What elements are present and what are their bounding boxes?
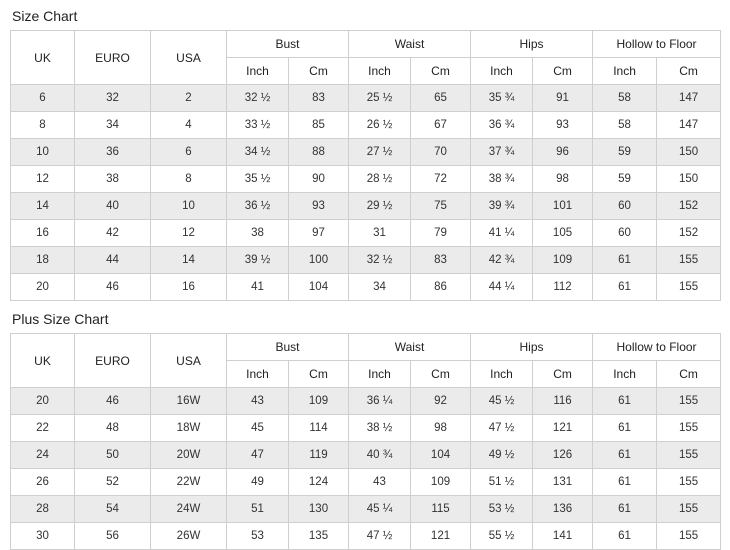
cell-uk: 24	[11, 442, 75, 469]
column-header-waist: Waist	[349, 31, 471, 58]
table-body-size-chart	[11, 85, 721, 301]
cell-uk: 10	[11, 139, 75, 166]
cell-hips-inch: 38 ¾	[471, 166, 533, 193]
cell-bust-inch: 47	[227, 442, 289, 469]
cell-euro: 46	[75, 388, 151, 415]
cell-uk: 28	[11, 496, 75, 523]
cell-hips-inch: 35 ¾	[471, 85, 533, 112]
cell-usa: 20W	[151, 442, 227, 469]
table-row	[11, 139, 721, 166]
cell-uk: 30	[11, 523, 75, 550]
cell-hips-cm: 109	[533, 247, 593, 274]
cell-hips-cm: 91	[533, 85, 593, 112]
plus-size-chart-table	[10, 333, 721, 550]
column-header-hips-cm: Cm	[533, 361, 593, 388]
cell-waist-inch: 25 ½	[349, 85, 411, 112]
cell-bust-inch: 36 ½	[227, 193, 289, 220]
table-row	[11, 112, 721, 139]
cell-hips-inch: 39 ¾	[471, 193, 533, 220]
cell-waist-cm: 86	[411, 274, 471, 301]
cell-hollow-inch: 61	[593, 469, 657, 496]
cell-hollow-cm: 155	[657, 442, 721, 469]
column-header-waist-cm: Cm	[411, 361, 471, 388]
column-header-hollow-inch: Inch	[593, 361, 657, 388]
cell-waist-cm: 98	[411, 415, 471, 442]
cell-euro: 50	[75, 442, 151, 469]
table-row	[11, 220, 721, 247]
column-header-hollow-cm: Cm	[657, 58, 721, 85]
cell-hollow-cm: 152	[657, 193, 721, 220]
table-header	[11, 334, 721, 388]
cell-hips-inch: 36 ¾	[471, 112, 533, 139]
cell-hips-cm: 105	[533, 220, 593, 247]
cell-waist-inch: 38 ½	[349, 415, 411, 442]
table-row	[11, 496, 721, 523]
cell-waist-inch: 32 ½	[349, 247, 411, 274]
cell-bust-cm: 104	[289, 274, 349, 301]
cell-hips-cm: 98	[533, 166, 593, 193]
cell-hollow-cm: 147	[657, 85, 721, 112]
cell-waist-inch: 28 ½	[349, 166, 411, 193]
cell-bust-inch: 38	[227, 220, 289, 247]
cell-usa: 2	[151, 85, 227, 112]
table-row	[11, 193, 721, 220]
cell-hips-cm: 101	[533, 193, 593, 220]
column-header-usa: USA	[151, 31, 227, 85]
cell-hollow-cm: 150	[657, 166, 721, 193]
column-header-usa: USA	[151, 334, 227, 388]
cell-hollow-cm: 155	[657, 523, 721, 550]
table-row	[11, 247, 721, 274]
cell-waist-cm: 83	[411, 247, 471, 274]
cell-hollow-inch: 61	[593, 274, 657, 301]
cell-bust-cm: 124	[289, 469, 349, 496]
cell-waist-cm: 92	[411, 388, 471, 415]
plus-size-chart-title: Plus Size Chart	[12, 311, 109, 327]
cell-hips-cm: 96	[533, 139, 593, 166]
cell-usa: 18W	[151, 415, 227, 442]
cell-hollow-inch: 61	[593, 415, 657, 442]
cell-bust-cm: 114	[289, 415, 349, 442]
cell-uk: 26	[11, 469, 75, 496]
cell-euro: 56	[75, 523, 151, 550]
cell-hollow-inch: 61	[593, 496, 657, 523]
cell-euro: 36	[75, 139, 151, 166]
cell-waist-cm: 75	[411, 193, 471, 220]
cell-hollow-cm: 155	[657, 247, 721, 274]
cell-uk: 18	[11, 247, 75, 274]
cell-usa: 26W	[151, 523, 227, 550]
cell-waist-cm: 79	[411, 220, 471, 247]
cell-hips-cm: 116	[533, 388, 593, 415]
cell-hips-inch: 37 ¾	[471, 139, 533, 166]
cell-uk: 16	[11, 220, 75, 247]
cell-waist-inch: 47 ½	[349, 523, 411, 550]
cell-usa: 10	[151, 193, 227, 220]
cell-waist-inch: 34	[349, 274, 411, 301]
table-row	[11, 469, 721, 496]
cell-hips-inch: 45 ½	[471, 388, 533, 415]
cell-usa: 24W	[151, 496, 227, 523]
table-row	[11, 415, 721, 442]
cell-bust-cm: 97	[289, 220, 349, 247]
cell-hips-cm: 126	[533, 442, 593, 469]
cell-bust-inch: 43	[227, 388, 289, 415]
column-header-uk: UK	[11, 334, 75, 388]
cell-hollow-cm: 155	[657, 274, 721, 301]
cell-bust-cm: 130	[289, 496, 349, 523]
cell-hips-inch: 44 ¼	[471, 274, 533, 301]
page-title: Size Chart	[12, 8, 78, 24]
table-row	[11, 442, 721, 469]
cell-euro: 42	[75, 220, 151, 247]
cell-hollow-cm: 147	[657, 112, 721, 139]
cell-euro: 52	[75, 469, 151, 496]
cell-hips-cm: 141	[533, 523, 593, 550]
cell-hollow-inch: 61	[593, 388, 657, 415]
cell-hollow-inch: 60	[593, 220, 657, 247]
cell-bust-cm: 109	[289, 388, 349, 415]
table-row	[11, 166, 721, 193]
cell-euro: 40	[75, 193, 151, 220]
cell-hips-inch: 41 ¼	[471, 220, 533, 247]
cell-waist-cm: 115	[411, 496, 471, 523]
cell-euro: 44	[75, 247, 151, 274]
cell-waist-cm: 121	[411, 523, 471, 550]
cell-hollow-cm: 155	[657, 415, 721, 442]
column-header-waist: Waist	[349, 334, 471, 361]
cell-hips-cm: 121	[533, 415, 593, 442]
cell-bust-inch: 49	[227, 469, 289, 496]
column-header-hips-cm: Cm	[533, 58, 593, 85]
cell-hollow-cm: 152	[657, 220, 721, 247]
column-header-hips-inch: Inch	[471, 58, 533, 85]
size-chart-table	[10, 30, 721, 301]
cell-hollow-cm: 155	[657, 496, 721, 523]
cell-waist-inch: 27 ½	[349, 139, 411, 166]
column-header-hips-inch: Inch	[471, 361, 533, 388]
cell-waist-inch: 36 ¼	[349, 388, 411, 415]
cell-hips-inch: 53 ½	[471, 496, 533, 523]
cell-usa: 16	[151, 274, 227, 301]
cell-hollow-inch: 61	[593, 442, 657, 469]
column-header-hips: Hips	[471, 334, 593, 361]
cell-euro: 34	[75, 112, 151, 139]
table-row	[11, 274, 721, 301]
cell-hips-inch: 42 ¾	[471, 247, 533, 274]
cell-uk: 20	[11, 274, 75, 301]
column-header-hips: Hips	[471, 31, 593, 58]
cell-waist-inch: 40 ¾	[349, 442, 411, 469]
column-header-euro: EURO	[75, 31, 151, 85]
cell-waist-cm: 109	[411, 469, 471, 496]
column-header-hollow-cm: Cm	[657, 361, 721, 388]
cell-bust-inch: 45	[227, 415, 289, 442]
cell-bust-cm: 90	[289, 166, 349, 193]
cell-bust-inch: 41	[227, 274, 289, 301]
column-header-bust-inch: Inch	[227, 361, 289, 388]
cell-uk: 20	[11, 388, 75, 415]
column-header-bust-cm: Cm	[289, 58, 349, 85]
cell-bust-inch: 53	[227, 523, 289, 550]
table-body-plus-size-chart	[11, 388, 721, 550]
cell-uk: 8	[11, 112, 75, 139]
cell-hips-inch: 55 ½	[471, 523, 533, 550]
cell-uk: 22	[11, 415, 75, 442]
cell-bust-inch: 33 ½	[227, 112, 289, 139]
column-header-hollow-to-floor: Hollow to Floor	[593, 31, 721, 58]
cell-bust-cm: 135	[289, 523, 349, 550]
cell-usa: 6	[151, 139, 227, 166]
cell-hollow-inch: 59	[593, 139, 657, 166]
cell-hollow-inch: 61	[593, 247, 657, 274]
cell-euro: 54	[75, 496, 151, 523]
cell-bust-cm: 93	[289, 193, 349, 220]
cell-euro: 48	[75, 415, 151, 442]
cell-waist-cm: 65	[411, 85, 471, 112]
column-header-hollow-inch: Inch	[593, 58, 657, 85]
cell-hips-cm: 136	[533, 496, 593, 523]
cell-uk: 14	[11, 193, 75, 220]
table-row	[11, 388, 721, 415]
column-header-waist-cm: Cm	[411, 58, 471, 85]
cell-hollow-inch: 60	[593, 193, 657, 220]
cell-uk: 12	[11, 166, 75, 193]
cell-waist-inch: 26 ½	[349, 112, 411, 139]
cell-bust-cm: 100	[289, 247, 349, 274]
cell-hips-inch: 49 ½	[471, 442, 533, 469]
cell-hips-cm: 112	[533, 274, 593, 301]
cell-hips-inch: 51 ½	[471, 469, 533, 496]
cell-hollow-cm: 155	[657, 469, 721, 496]
cell-bust-cm: 88	[289, 139, 349, 166]
cell-bust-inch: 32 ½	[227, 85, 289, 112]
column-header-uk: UK	[11, 31, 75, 85]
cell-hollow-cm: 155	[657, 388, 721, 415]
column-header-waist-inch: Inch	[349, 361, 411, 388]
cell-waist-inch: 43	[349, 469, 411, 496]
cell-hollow-inch: 61	[593, 523, 657, 550]
cell-waist-cm: 104	[411, 442, 471, 469]
cell-bust-cm: 85	[289, 112, 349, 139]
table-row	[11, 85, 721, 112]
cell-hollow-inch: 58	[593, 112, 657, 139]
cell-waist-inch: 31	[349, 220, 411, 247]
cell-usa: 22W	[151, 469, 227, 496]
cell-usa: 14	[151, 247, 227, 274]
cell-hips-cm: 93	[533, 112, 593, 139]
column-header-bust: Bust	[227, 31, 349, 58]
cell-hollow-inch: 59	[593, 166, 657, 193]
cell-bust-inch: 34 ½	[227, 139, 289, 166]
cell-hips-inch: 47 ½	[471, 415, 533, 442]
cell-euro: 38	[75, 166, 151, 193]
cell-usa: 4	[151, 112, 227, 139]
cell-usa: 16W	[151, 388, 227, 415]
cell-bust-inch: 39 ½	[227, 247, 289, 274]
cell-bust-inch: 51	[227, 496, 289, 523]
cell-usa: 8	[151, 166, 227, 193]
cell-usa: 12	[151, 220, 227, 247]
cell-waist-inch: 45 ¼	[349, 496, 411, 523]
cell-bust-cm: 119	[289, 442, 349, 469]
table-header	[11, 31, 721, 85]
cell-waist-cm: 70	[411, 139, 471, 166]
cell-uk: 6	[11, 85, 75, 112]
column-header-waist-inch: Inch	[349, 58, 411, 85]
cell-waist-cm: 67	[411, 112, 471, 139]
cell-waist-inch: 29 ½	[349, 193, 411, 220]
cell-waist-cm: 72	[411, 166, 471, 193]
cell-hollow-inch: 58	[593, 85, 657, 112]
column-header-bust-inch: Inch	[227, 58, 289, 85]
column-header-euro: EURO	[75, 334, 151, 388]
cell-euro: 32	[75, 85, 151, 112]
column-header-bust-cm: Cm	[289, 361, 349, 388]
cell-bust-cm: 83	[289, 85, 349, 112]
column-header-hollow-to-floor: Hollow to Floor	[593, 334, 721, 361]
cell-hollow-cm: 150	[657, 139, 721, 166]
column-header-bust: Bust	[227, 334, 349, 361]
cell-bust-inch: 35 ½	[227, 166, 289, 193]
cell-hips-cm: 131	[533, 469, 593, 496]
table-row	[11, 523, 721, 550]
cell-euro: 46	[75, 274, 151, 301]
